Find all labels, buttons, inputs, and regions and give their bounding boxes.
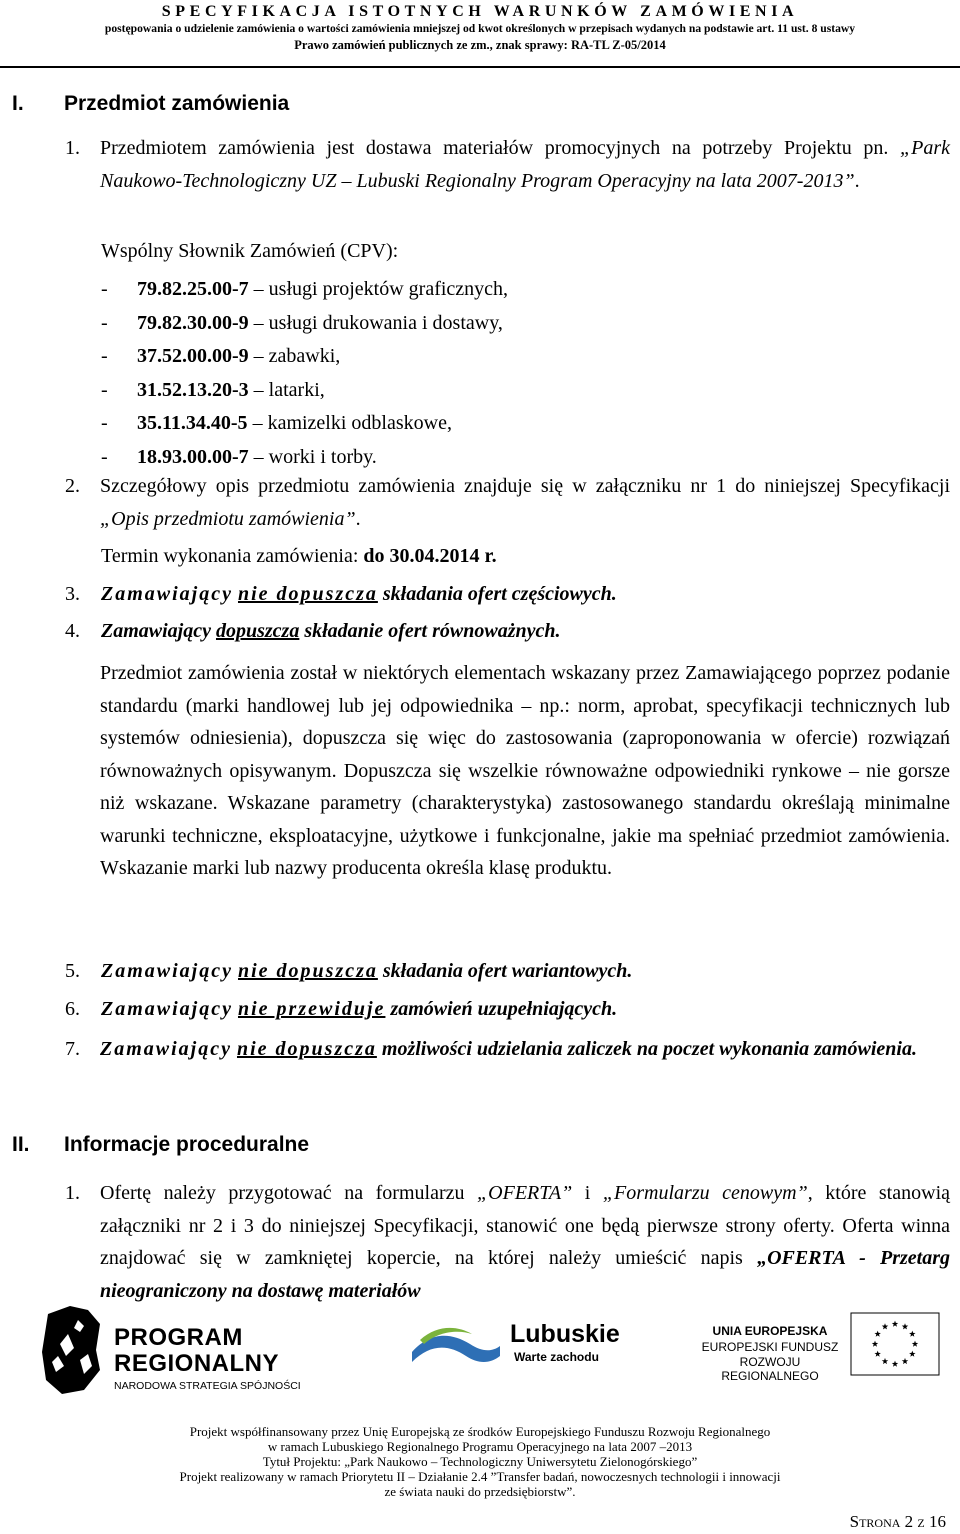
- cpv-code: 31.52.13.20-3: [137, 378, 249, 401]
- document-header: [0, 0, 960, 62]
- footer-line: Projekt współfinansowany przez Unię Europejską ze środków Europejskiego Funduszu Rozwoju Regionalnego: [189, 1424, 771, 1439]
- section-1-heading: [12, 92, 412, 118]
- cpv-code: 79.82.25.00-7: [137, 278, 249, 300]
- eu-logo: [690, 1308, 940, 1388]
- section-2-heading: [12, 1133, 412, 1159]
- cpv-code: 79.82.30.00-9: [137, 311, 249, 334]
- term-line: [101, 545, 497, 568]
- item-6-text: Zamawiający nie przewiduje zamówień uzupełniających.: [101, 998, 618, 1020]
- cpv-item: [137, 345, 340, 368]
- item-number: 6.: [65, 998, 80, 1020]
- program-logo-line-1: PROGRAM: [114, 1324, 243, 1351]
- cpv-item: [137, 379, 325, 402]
- cpv-label: Wspólny Słownik Zamówień (CPV):: [101, 240, 399, 262]
- cpv-bullet: -: [101, 278, 108, 300]
- eu-line-1: UNIA EUROPEJSKA: [712, 1324, 828, 1338]
- cpv-bullet: -: [101, 412, 108, 434]
- item-2-text: Szczegółowy opis przedmiotu zamówienia znajduje się w załączniku nr 1 do niniejszej Specyfikacji „Opis przedmiotu zamówienia”.: [100, 475, 950, 530]
- item-number: 4.: [65, 620, 80, 642]
- lubuskie-logo: [410, 1306, 630, 1386]
- section-title: Informacje proceduralne: [64, 1133, 310, 1156]
- cpv-description: – usługi projektów graficznych,: [253, 278, 509, 300]
- item-number: 7.: [65, 1038, 80, 1060]
- term-label: Termin wykonania zamówienia:: [101, 545, 364, 567]
- item-number: 5.: [65, 960, 80, 982]
- footer-line: Tytuł Projektu: „Park Naukowo – Technologiczny Uniwersytetu Zielonogórskiego”: [262, 1454, 698, 1469]
- footer-line: Projekt realizowany w ramach Priorytetu II – Działanie 2.4 ”Transfer badań, nowoczesnych technologii i innowacji: [179, 1469, 781, 1484]
- header-line-1: postępowania o udzielenie zamówienia o wartości zamówienia mniejszej od kwot określonych w przepisach wydanych na podstawie art. 11 ust. 8 ustawy: [104, 22, 856, 35]
- offer-instructions-text: Ofertę należy przygotować na formularzu „OFERTA” i „Formularzu cenowym”, które stanowią załączniki nr 2 i 3 do niniejszej Specyfikacji, stanowić one będą pierwsze strony oferty. Oferta winna znajdować się w zamkniętej kopercie, na której należy umieścić napis „OFERTA - Przetarg nieograniczony na dostawę materiałów: [100, 1182, 950, 1302]
- cpv-code: 37.52.00.00-9: [137, 345, 249, 367]
- lubuskie-name: Lubuskie: [510, 1320, 620, 1348]
- document-title: SPECYFIKACJA ISTOTNYCH WARUNKÓW ZAMÓWIENIA: [161, 3, 799, 20]
- eu-line-2: EUROPEJSKI FUNDUSZ: [701, 1340, 839, 1354]
- eu-line-3: ROZWOJU REGIONALNEGO: [721, 1355, 819, 1383]
- item-5-text: Zamawiający nie dopuszcza składania ofert wariantowych.: [101, 960, 633, 982]
- poland-map-icon: [40, 1304, 102, 1396]
- term-value: do 30.04.2014 r.: [363, 545, 497, 567]
- cpv-item: [137, 446, 377, 469]
- item-7-text: Zamawiający nie dopuszcza możliwości udzielania zaliczek na poczet wykonania zamówienia.: [100, 1038, 917, 1060]
- header-divider: [0, 66, 960, 68]
- cpv-description: – kamizelki odblaskowe,: [252, 412, 452, 434]
- section-number: I.: [12, 92, 24, 115]
- cpv-bullet: -: [101, 445, 108, 468]
- page-number: Strona 2 z 16: [849, 1512, 946, 1531]
- item-number: 2.: [65, 475, 80, 497]
- item-number: 1.: [65, 1182, 80, 1204]
- section-number: II.: [12, 1133, 30, 1156]
- footer-line: w ramach Lubuskiego Regionalnego Programu Operacyjnego na lata 2007 –2013: [267, 1439, 693, 1454]
- cpv-description: – worki i torby.: [253, 445, 377, 468]
- cpv-description: – zabawki,: [253, 345, 341, 367]
- cpv-description: – latarki,: [253, 378, 325, 401]
- cpv-item: [137, 312, 503, 335]
- header-line-2: Prawo zamówień publicznych ze zm., znak sprawy: RA-TL Z-05/2014: [294, 38, 666, 52]
- eu-flag-icon: [850, 1312, 940, 1376]
- cpv-item: [137, 278, 508, 301]
- cpv-code: 18.93.00.00-7: [137, 445, 249, 468]
- item-number: 1.: [65, 137, 80, 159]
- item-number: 3.: [65, 583, 80, 605]
- cpv-bullet: -: [101, 345, 108, 367]
- program-regionalny-logo: [40, 1300, 330, 1400]
- logo-strip: [40, 1300, 940, 1410]
- equivalents-paragraph: Przedmiot zamówienia został w niektórych elementach wskazany przez Zamawiającego poprzez podanie standardu (marki handlowej lub jej odpowiednika – np.: norm, aprobat, specyfikacji technicznych lub systemów odniesienia), dopuszcza się więc do zastosowania (zaproponowania w ofercie) rozwiązań równoważnych opisywanym. Dopuszcza się wszelkie równoważne odpowiedniki rynkowe – nie gorsze niż wskazane. Wskazane parametry (charakterystyka) zastosowanego standardu określają minimalne warunki techniczne, eksploatacyjne, użytkowe i funkcjonalne, jakie ma spełniać przedmiot zamówienia. Wskazanie marki lub nazwy producenta określa klasę produktu.: [100, 662, 950, 879]
- cpv-bullet: -: [101, 378, 108, 401]
- footer-line: ze świata nauki do przedsiębiorstw”.: [384, 1484, 576, 1499]
- program-logo-line-3: NARODOWA STRATEGIA SPÓJNOŚCI: [114, 1380, 301, 1392]
- item-4-text: Zamawiający dopuszcza składanie ofert równoważnych.: [101, 620, 561, 642]
- item-3-text: Zamawiający nie dopuszcza składania ofert częściowych.: [101, 583, 617, 605]
- lubuskie-slogan: Warte zachodu: [514, 1350, 599, 1364]
- program-logo-line-2: REGIONALNY: [114, 1350, 280, 1377]
- section-title: Przedmiot zamówienia: [64, 92, 290, 115]
- document-footer: [0, 1424, 960, 1499]
- item-1-text: Przedmiotem zamówienia jest dostawa materiałów promocyjnych na potrzeby Projektu pn. „Park Naukowo-Technologiczny UZ – Lubuski Regionalny Program Operacyjny na lata 2007-2013”.: [100, 137, 950, 192]
- cpv-item: [137, 412, 452, 435]
- lubuskie-wave-icon: [410, 1322, 500, 1366]
- cpv-code: 35.11.34.40-5: [137, 412, 248, 434]
- cpv-bullet: -: [101, 311, 108, 334]
- cpv-description: – usługi drukowania i dostawy,: [253, 311, 503, 334]
